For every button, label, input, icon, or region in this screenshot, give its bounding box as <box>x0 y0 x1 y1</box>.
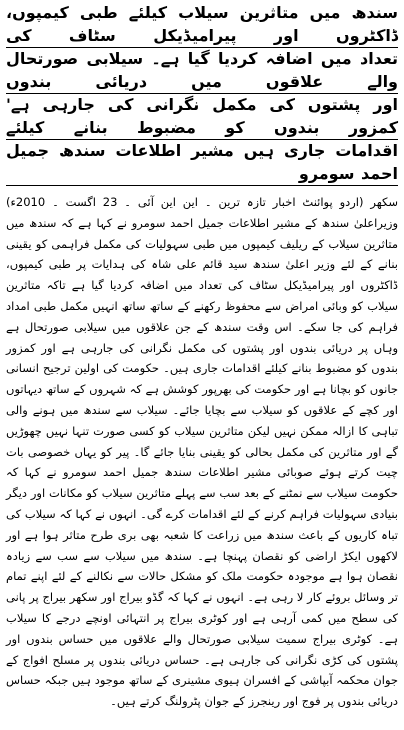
headline-line-1: سندھ میں متاثرین سیلاب کیلئے طبی کیمپوں، ڈاکٹروں اور پیرامیڈیکل سٹاف کی <box>6 2 398 48</box>
headline-line-2: تعداد میں اضافہ کردیا گیا ہے۔ سیلابی صورتحال والے علاقوں میں دریائی بندوں <box>6 48 398 94</box>
headline-line-4: اقدامات جاری ہیں مشیر اطلاعات سندھ جمیل احمد سومرو <box>6 140 398 186</box>
article-body: سکھر (اردو پوائنٹ اخبار تازہ ترین ۔ این این آئی ۔ 23 اگست ۔ 2010ء) وزیراعلیٰ سندھ کے مشیر اطلاعات جمیل احمد سومرو نے کہا ہے کہ سندھ میں متاثرین سیلاب کے ریلیف کیمپوں میں طبی سہولیات کی مکمل فراہمی کو یقینی بنانے کے لئے وزیر اعلیٰ سندھ سید قائم علی شاہ کی ہدایات پر طبی کیمپوں، ڈاکٹروں اور پیرامیڈیکل سٹاف کی تعداد میں اضافہ کردیا گیا ہے تاکہ متاثرین سیلاب کو وبائی امراض سے محفوظ رکھنے کے ساتھ ساتھ انہیں مکمل طبی امداد فراہم کی جا سکے۔ اس وقت سندھ کے جن علاقوں میں سیلابی صورتحال ہے وہاں پر دریائی بندوں اور پشتوں کی مکمل نگرانی کی جارہی ہے اور کمزور بندوں کو مضبوط بنانے کیلئے اقدامات جاری ہیں۔ حکومت کی اولین ترجیح انسانی جانوں کو بچانا ہے اور حکومت کی بھرپور کوشش ہے کہ شہروں کے ساتھ دیہاتوں اور کچے کے علاقوں کو سیلاب سے بچایا جائے۔ سیلاب سے سندھ میں ہونے والی تباہی کا ازالہ ممکن نہیں لیکن متاثرین سیلاب کو کسی صورت تنہا نہیں چھوڑیں گے اور متاثرین کی مکمل بحالی کو یقینی بنایا جائے گا۔ پیر کو یہاں خصوصی بات چیت کرتے ہوئے صوبائی مشیر اطلاعات سندھ جمیل احمد سومرو نے کہا کہ حکومت سیلاب سے نمٹنے کے بعد سب سے پہلے متاثرین سیلاب کو مکانات اور دیگر بنیادی سہولیات فراہم کرنے کے لئے اقدامات کرے گی۔ انہوں نے کہا کہ سیلاب کی تباہ کاریوں کے باعث سندھ میں زراعت کا شعبہ بھی بری طرح متاثر ہوا ہے اور لاکھوں ایکڑ اراضی کو نقصان پہنچا ہے۔ سندھ میں سیلاب سے سب سے زیادہ نقصان ہوا ہے موجودہ حکومت ملک کو مشکل حالات سے نکالنے کے لئے اپنے تمام تر وسائل بروئے کار لا رہی ہے۔ انہوں نے کہا کہ گڈو بیراج اور سکھر بیراج پر پانی کی سطح میں کمی آرہی ہے اور کوٹری بیراج پر انتہائی اونچے درجے کا سیلاب ہے۔ کوٹری بیراج سمیت سیلابی صورتحال والے علاقوں میں حساس بندوں اور پشتوں کی کڑی نگرانی کی جارہی ہے۔ حساس دریائی بندوں پر مسلح افواج کے جوان محکمہ آبپاشی کے افسران ہیوی مشینری کے ساتھ موجود ہیں جبکہ حساس دریائی بندوں پر فوج اور رینجرز کے جوان پٹرولنگ کرتے ہیں۔ <box>6 195 398 709</box>
article-headline <box>6 2 398 186</box>
headline-line-3: اور پشتوں کی مکمل نگرانی کی جارہی ہے' کمزور بندوں کو مضبوط بنانے کیلئے <box>6 94 398 140</box>
